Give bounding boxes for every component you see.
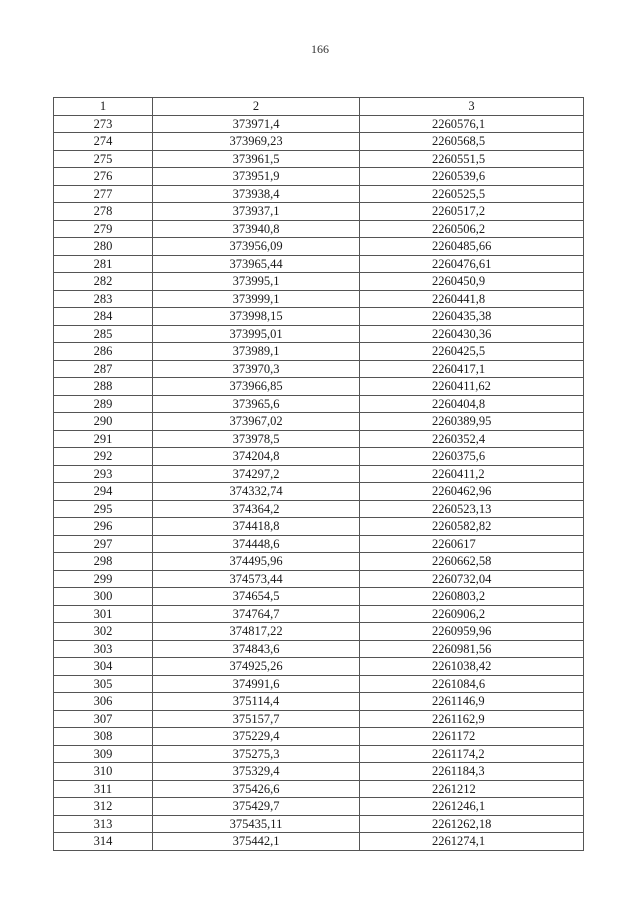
x-coordinate-cell: 375114,4 [153, 693, 360, 711]
x-coordinate-cell: 373970,3 [153, 360, 360, 378]
table-row [54, 220, 584, 238]
table-row [54, 500, 584, 518]
point-number-cell: 312 [54, 798, 153, 816]
x-coordinate-cell: 374991,6 [153, 675, 360, 693]
point-number-cell: 281 [54, 255, 153, 273]
point-number-cell: 300 [54, 588, 153, 606]
page-number: 166 [311, 42, 329, 56]
table-row [54, 255, 584, 273]
header-col-1: 1 [54, 98, 153, 116]
x-coordinate-cell: 375442,1 [153, 833, 360, 851]
x-coordinate-cell: 373951,9 [153, 168, 360, 186]
table-row [54, 658, 584, 676]
x-coordinate-cell: 374495,96 [153, 553, 360, 571]
x-coordinate-cell: 373971,4 [153, 115, 360, 133]
point-number-cell: 286 [54, 343, 153, 361]
point-number-cell: 279 [54, 220, 153, 238]
table-row [54, 553, 584, 571]
table-row [54, 833, 584, 851]
x-coordinate-cell: 373961,5 [153, 150, 360, 168]
table-row [54, 360, 584, 378]
point-number-cell: 282 [54, 273, 153, 291]
y-coordinate-cell: 2261174,2 [360, 745, 584, 763]
x-coordinate-cell: 374817,22 [153, 623, 360, 641]
table-row [54, 413, 584, 431]
header-col-2: 2 [153, 98, 360, 116]
table-row [54, 815, 584, 833]
table-row [54, 430, 584, 448]
x-coordinate-cell: 374448,6 [153, 535, 360, 553]
table-row [54, 273, 584, 291]
x-coordinate-cell: 373966,85 [153, 378, 360, 396]
table-row [54, 728, 584, 746]
x-coordinate-cell: 373969,23 [153, 133, 360, 151]
point-number-cell: 287 [54, 360, 153, 378]
x-coordinate-cell: 373998,15 [153, 308, 360, 326]
table-row [54, 395, 584, 413]
table-row [54, 710, 584, 728]
x-coordinate-cell: 374204,8 [153, 448, 360, 466]
y-coordinate-cell: 2261162,9 [360, 710, 584, 728]
y-coordinate-cell: 2260523,13 [360, 500, 584, 518]
x-coordinate-cell: 374573,44 [153, 570, 360, 588]
table-row [54, 745, 584, 763]
table-row [54, 693, 584, 711]
point-number-cell: 302 [54, 623, 153, 641]
y-coordinate-cell: 2260539,6 [360, 168, 584, 186]
x-coordinate-cell: 375429,7 [153, 798, 360, 816]
x-coordinate-cell: 374654,5 [153, 588, 360, 606]
y-coordinate-cell: 2260906,2 [360, 605, 584, 623]
x-coordinate-cell: 375229,4 [153, 728, 360, 746]
point-number-cell: 291 [54, 430, 153, 448]
table-row [54, 343, 584, 361]
point-number-cell: 284 [54, 308, 153, 326]
x-coordinate-cell: 373989,1 [153, 343, 360, 361]
x-coordinate-cell: 373978,5 [153, 430, 360, 448]
point-number-cell: 296 [54, 518, 153, 536]
table-row [54, 763, 584, 781]
x-coordinate-cell: 374418,8 [153, 518, 360, 536]
point-number-cell: 283 [54, 290, 153, 308]
y-coordinate-cell: 2261262,18 [360, 815, 584, 833]
x-coordinate-cell: 373965,44 [153, 255, 360, 273]
x-coordinate-cell: 373995,1 [153, 273, 360, 291]
table-row [54, 238, 584, 256]
y-coordinate-cell: 2260981,56 [360, 640, 584, 658]
y-coordinate-cell: 2261246,1 [360, 798, 584, 816]
table-row [54, 185, 584, 203]
x-coordinate-cell: 373967,02 [153, 413, 360, 431]
table-row [54, 623, 584, 641]
table-row [54, 448, 584, 466]
table-row [54, 115, 584, 133]
table-row [54, 325, 584, 343]
point-number-cell: 273 [54, 115, 153, 133]
point-number-cell: 280 [54, 238, 153, 256]
y-coordinate-cell: 2260462,96 [360, 483, 584, 501]
point-number-cell: 277 [54, 185, 153, 203]
point-number-cell: 303 [54, 640, 153, 658]
table-row [54, 483, 584, 501]
point-number-cell: 306 [54, 693, 153, 711]
y-coordinate-cell: 2261146,9 [360, 693, 584, 711]
x-coordinate-cell: 375275,3 [153, 745, 360, 763]
y-coordinate-cell: 2261172 [360, 728, 584, 746]
point-number-cell: 301 [54, 605, 153, 623]
y-coordinate-cell: 2260375,6 [360, 448, 584, 466]
y-coordinate-cell: 2260662,58 [360, 553, 584, 571]
point-number-cell: 278 [54, 203, 153, 221]
x-coordinate-cell: 375435,11 [153, 815, 360, 833]
y-coordinate-cell: 2260411,2 [360, 465, 584, 483]
point-number-cell: 293 [54, 465, 153, 483]
point-number-cell: 307 [54, 710, 153, 728]
y-coordinate-cell: 2261274,1 [360, 833, 584, 851]
table-row [54, 570, 584, 588]
y-coordinate-cell: 2260476,61 [360, 255, 584, 273]
y-coordinate-cell: 2260517,2 [360, 203, 584, 221]
table-row [54, 133, 584, 151]
x-coordinate-cell: 374332,74 [153, 483, 360, 501]
header-row [54, 98, 584, 116]
y-coordinate-cell: 2260485,66 [360, 238, 584, 256]
point-number-cell: 313 [54, 815, 153, 833]
y-coordinate-cell: 2260430,36 [360, 325, 584, 343]
point-number-cell: 305 [54, 675, 153, 693]
point-number-cell: 309 [54, 745, 153, 763]
table-row [54, 535, 584, 553]
table-body [54, 115, 584, 850]
y-coordinate-cell: 2261184,3 [360, 763, 584, 781]
point-number-cell: 276 [54, 168, 153, 186]
x-coordinate-cell: 373940,8 [153, 220, 360, 238]
x-coordinate-cell: 374925,26 [153, 658, 360, 676]
point-number-cell: 290 [54, 413, 153, 431]
y-coordinate-cell: 2261084,6 [360, 675, 584, 693]
table-row [54, 518, 584, 536]
table-row [54, 203, 584, 221]
point-number-cell: 310 [54, 763, 153, 781]
table-row [54, 150, 584, 168]
y-coordinate-cell: 2260450,9 [360, 273, 584, 291]
y-coordinate-cell: 2260389,95 [360, 413, 584, 431]
y-coordinate-cell: 2260617 [360, 535, 584, 553]
x-coordinate-cell: 373965,6 [153, 395, 360, 413]
y-coordinate-cell: 2260732,04 [360, 570, 584, 588]
point-number-cell: 311 [54, 780, 153, 798]
y-coordinate-cell: 2261038,42 [360, 658, 584, 676]
y-coordinate-cell: 2260576,1 [360, 115, 584, 133]
table-row [54, 168, 584, 186]
x-coordinate-cell: 374764,7 [153, 605, 360, 623]
y-coordinate-cell: 2260425,5 [360, 343, 584, 361]
x-coordinate-cell: 373956,09 [153, 238, 360, 256]
table-row [54, 605, 584, 623]
point-number-cell: 289 [54, 395, 153, 413]
point-number-cell: 292 [54, 448, 153, 466]
point-number-cell: 275 [54, 150, 153, 168]
y-coordinate-cell: 2260404,8 [360, 395, 584, 413]
y-coordinate-cell: 2260568,5 [360, 133, 584, 151]
point-number-cell: 308 [54, 728, 153, 746]
y-coordinate-cell: 2260411,62 [360, 378, 584, 396]
point-number-cell: 299 [54, 570, 153, 588]
x-coordinate-cell: 375157,7 [153, 710, 360, 728]
table-header [54, 98, 584, 116]
x-coordinate-cell: 373995,01 [153, 325, 360, 343]
y-coordinate-cell: 2260803,2 [360, 588, 584, 606]
point-number-cell: 297 [54, 535, 153, 553]
table-row [54, 308, 584, 326]
x-coordinate-cell: 375426,6 [153, 780, 360, 798]
coordinates-table [53, 97, 584, 851]
y-coordinate-cell: 2260352,4 [360, 430, 584, 448]
x-coordinate-cell: 374843,6 [153, 640, 360, 658]
x-coordinate-cell: 373938,4 [153, 185, 360, 203]
y-coordinate-cell: 2260582,82 [360, 518, 584, 536]
table-row [54, 588, 584, 606]
table-row [54, 780, 584, 798]
y-coordinate-cell: 2260441,8 [360, 290, 584, 308]
table-row [54, 640, 584, 658]
y-coordinate-cell: 2260417,1 [360, 360, 584, 378]
point-number-cell: 288 [54, 378, 153, 396]
point-number-cell: 314 [54, 833, 153, 851]
y-coordinate-cell: 2260506,2 [360, 220, 584, 238]
point-number-cell: 295 [54, 500, 153, 518]
table-row [54, 465, 584, 483]
table-row [54, 378, 584, 396]
point-number-cell: 285 [54, 325, 153, 343]
table-row [54, 798, 584, 816]
table-row [54, 290, 584, 308]
x-coordinate-cell: 374364,2 [153, 500, 360, 518]
x-coordinate-cell: 375329,4 [153, 763, 360, 781]
point-number-cell: 274 [54, 133, 153, 151]
y-coordinate-cell: 2260525,5 [360, 185, 584, 203]
y-coordinate-cell: 2261212 [360, 780, 584, 798]
header-col-3: 3 [360, 98, 584, 116]
y-coordinate-cell: 2260435,38 [360, 308, 584, 326]
point-number-cell: 294 [54, 483, 153, 501]
x-coordinate-cell: 373937,1 [153, 203, 360, 221]
x-coordinate-cell: 373999,1 [153, 290, 360, 308]
y-coordinate-cell: 2260959,96 [360, 623, 584, 641]
y-coordinate-cell: 2260551,5 [360, 150, 584, 168]
table-row [54, 675, 584, 693]
point-number-cell: 298 [54, 553, 153, 571]
point-number-cell: 304 [54, 658, 153, 676]
x-coordinate-cell: 374297,2 [153, 465, 360, 483]
